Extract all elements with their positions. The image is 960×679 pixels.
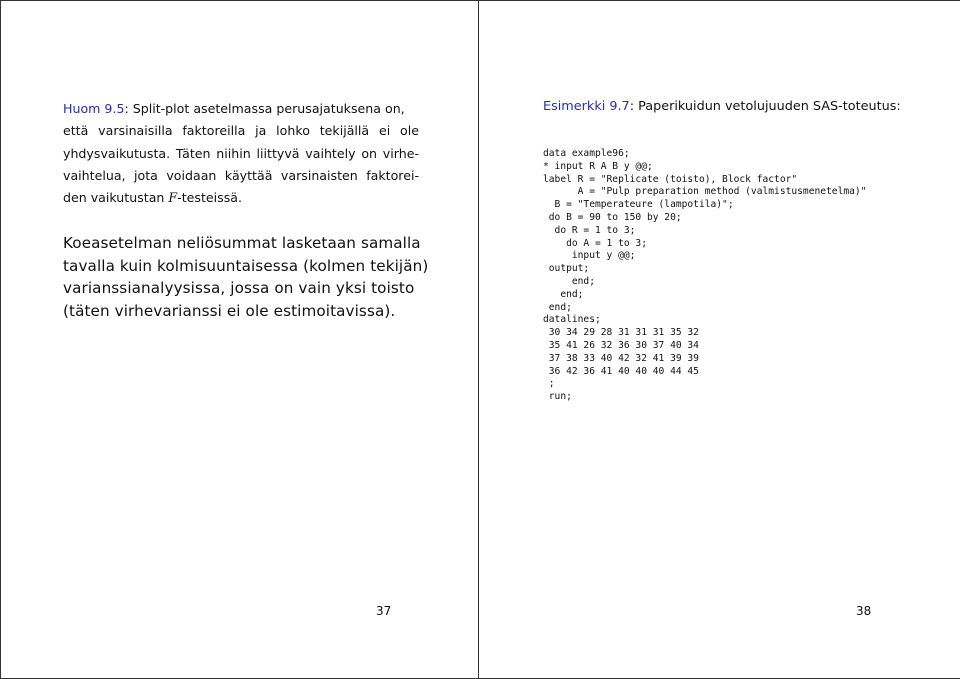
code-line: do A = 1 to 3; bbox=[543, 237, 647, 249]
body-paragraph bbox=[63, 232, 433, 322]
note-line-3: yhdysvaikutusta. Täten niihin liittyvä vaihtely on virhe- bbox=[63, 145, 419, 161]
paragraph-line: Koeasetelman neliösummat lasketaan samalla bbox=[63, 234, 421, 252]
example-reference-link[interactable]: Esimerkki 9.7 bbox=[543, 99, 630, 114]
note-reference-link[interactable]: Huom 9.5 bbox=[63, 101, 125, 116]
paragraph-line: varianssianalyysissa, jossa on vain yksi toisto bbox=[63, 279, 415, 297]
note-line-1 bbox=[63, 98, 419, 120]
example-title-text: : Paperikuidun vetolujuuden SAS-toteutus: bbox=[629, 99, 901, 114]
note-line-4: vaihtelua, jota voidaan käyttää varsinaisten faktorei- bbox=[63, 167, 419, 183]
left-page bbox=[0, 0, 479, 679]
code-line: data example96; bbox=[543, 148, 630, 159]
code-line: output; bbox=[543, 263, 590, 275]
code-line: end; bbox=[543, 275, 595, 287]
note-line-2: että varsinaisilla faktoreilla ja lohko tekijällä ei ole bbox=[63, 123, 419, 139]
code-line: 37 38 33 40 42 32 41 39 39 bbox=[543, 352, 699, 364]
top-page-border bbox=[0, 0, 960, 1]
page-number-right: 38 bbox=[856, 604, 872, 618]
note-block bbox=[63, 98, 419, 209]
left-page-border bbox=[0, 0, 1, 679]
note-line-5 bbox=[63, 187, 419, 209]
code-line: end; bbox=[543, 301, 572, 313]
code-line: 36 42 36 41 40 40 40 44 45 bbox=[543, 365, 699, 377]
sas-code-block bbox=[543, 148, 866, 404]
example-heading bbox=[543, 98, 901, 116]
right-page bbox=[480, 0, 960, 679]
code-line: A = "Pulp preparation method (valmistusmenetelma)" bbox=[543, 186, 867, 198]
note-text: -testeissä. bbox=[177, 190, 242, 206]
code-line: B = "Temperateure (lampotila)"; bbox=[543, 199, 734, 211]
code-line: label R = "Replicate (toisto), Block factor" bbox=[543, 173, 798, 185]
code-line: do B = 90 to 150 by 20; bbox=[543, 211, 682, 223]
paragraph-line: tavalla kuin kolmisuuntaisessa (kolmen tekijän) bbox=[63, 256, 429, 275]
code-line: datalines; bbox=[543, 314, 601, 326]
code-line: do R = 1 to 3; bbox=[543, 224, 636, 236]
page-number-left: 37 bbox=[376, 604, 392, 618]
f-symbol: F bbox=[168, 190, 178, 206]
code-line: ; bbox=[543, 378, 555, 390]
paragraph-line: (täten virhevarianssi ei ole estimoitavissa). bbox=[63, 301, 396, 320]
note-text: den vaikutustan bbox=[63, 190, 169, 206]
code-line: 35 41 26 32 36 30 37 40 34 bbox=[543, 339, 699, 351]
code-line: end; bbox=[543, 288, 584, 300]
code-line: run; bbox=[543, 391, 572, 403]
code-line: input y @@; bbox=[543, 250, 636, 262]
note-text: : Split-plot asetelmassa perusajatuksena on, bbox=[124, 101, 405, 116]
code-line: 30 34 29 28 31 31 31 35 32 bbox=[543, 327, 699, 339]
code-line: * input R A B y @@; bbox=[543, 160, 653, 172]
